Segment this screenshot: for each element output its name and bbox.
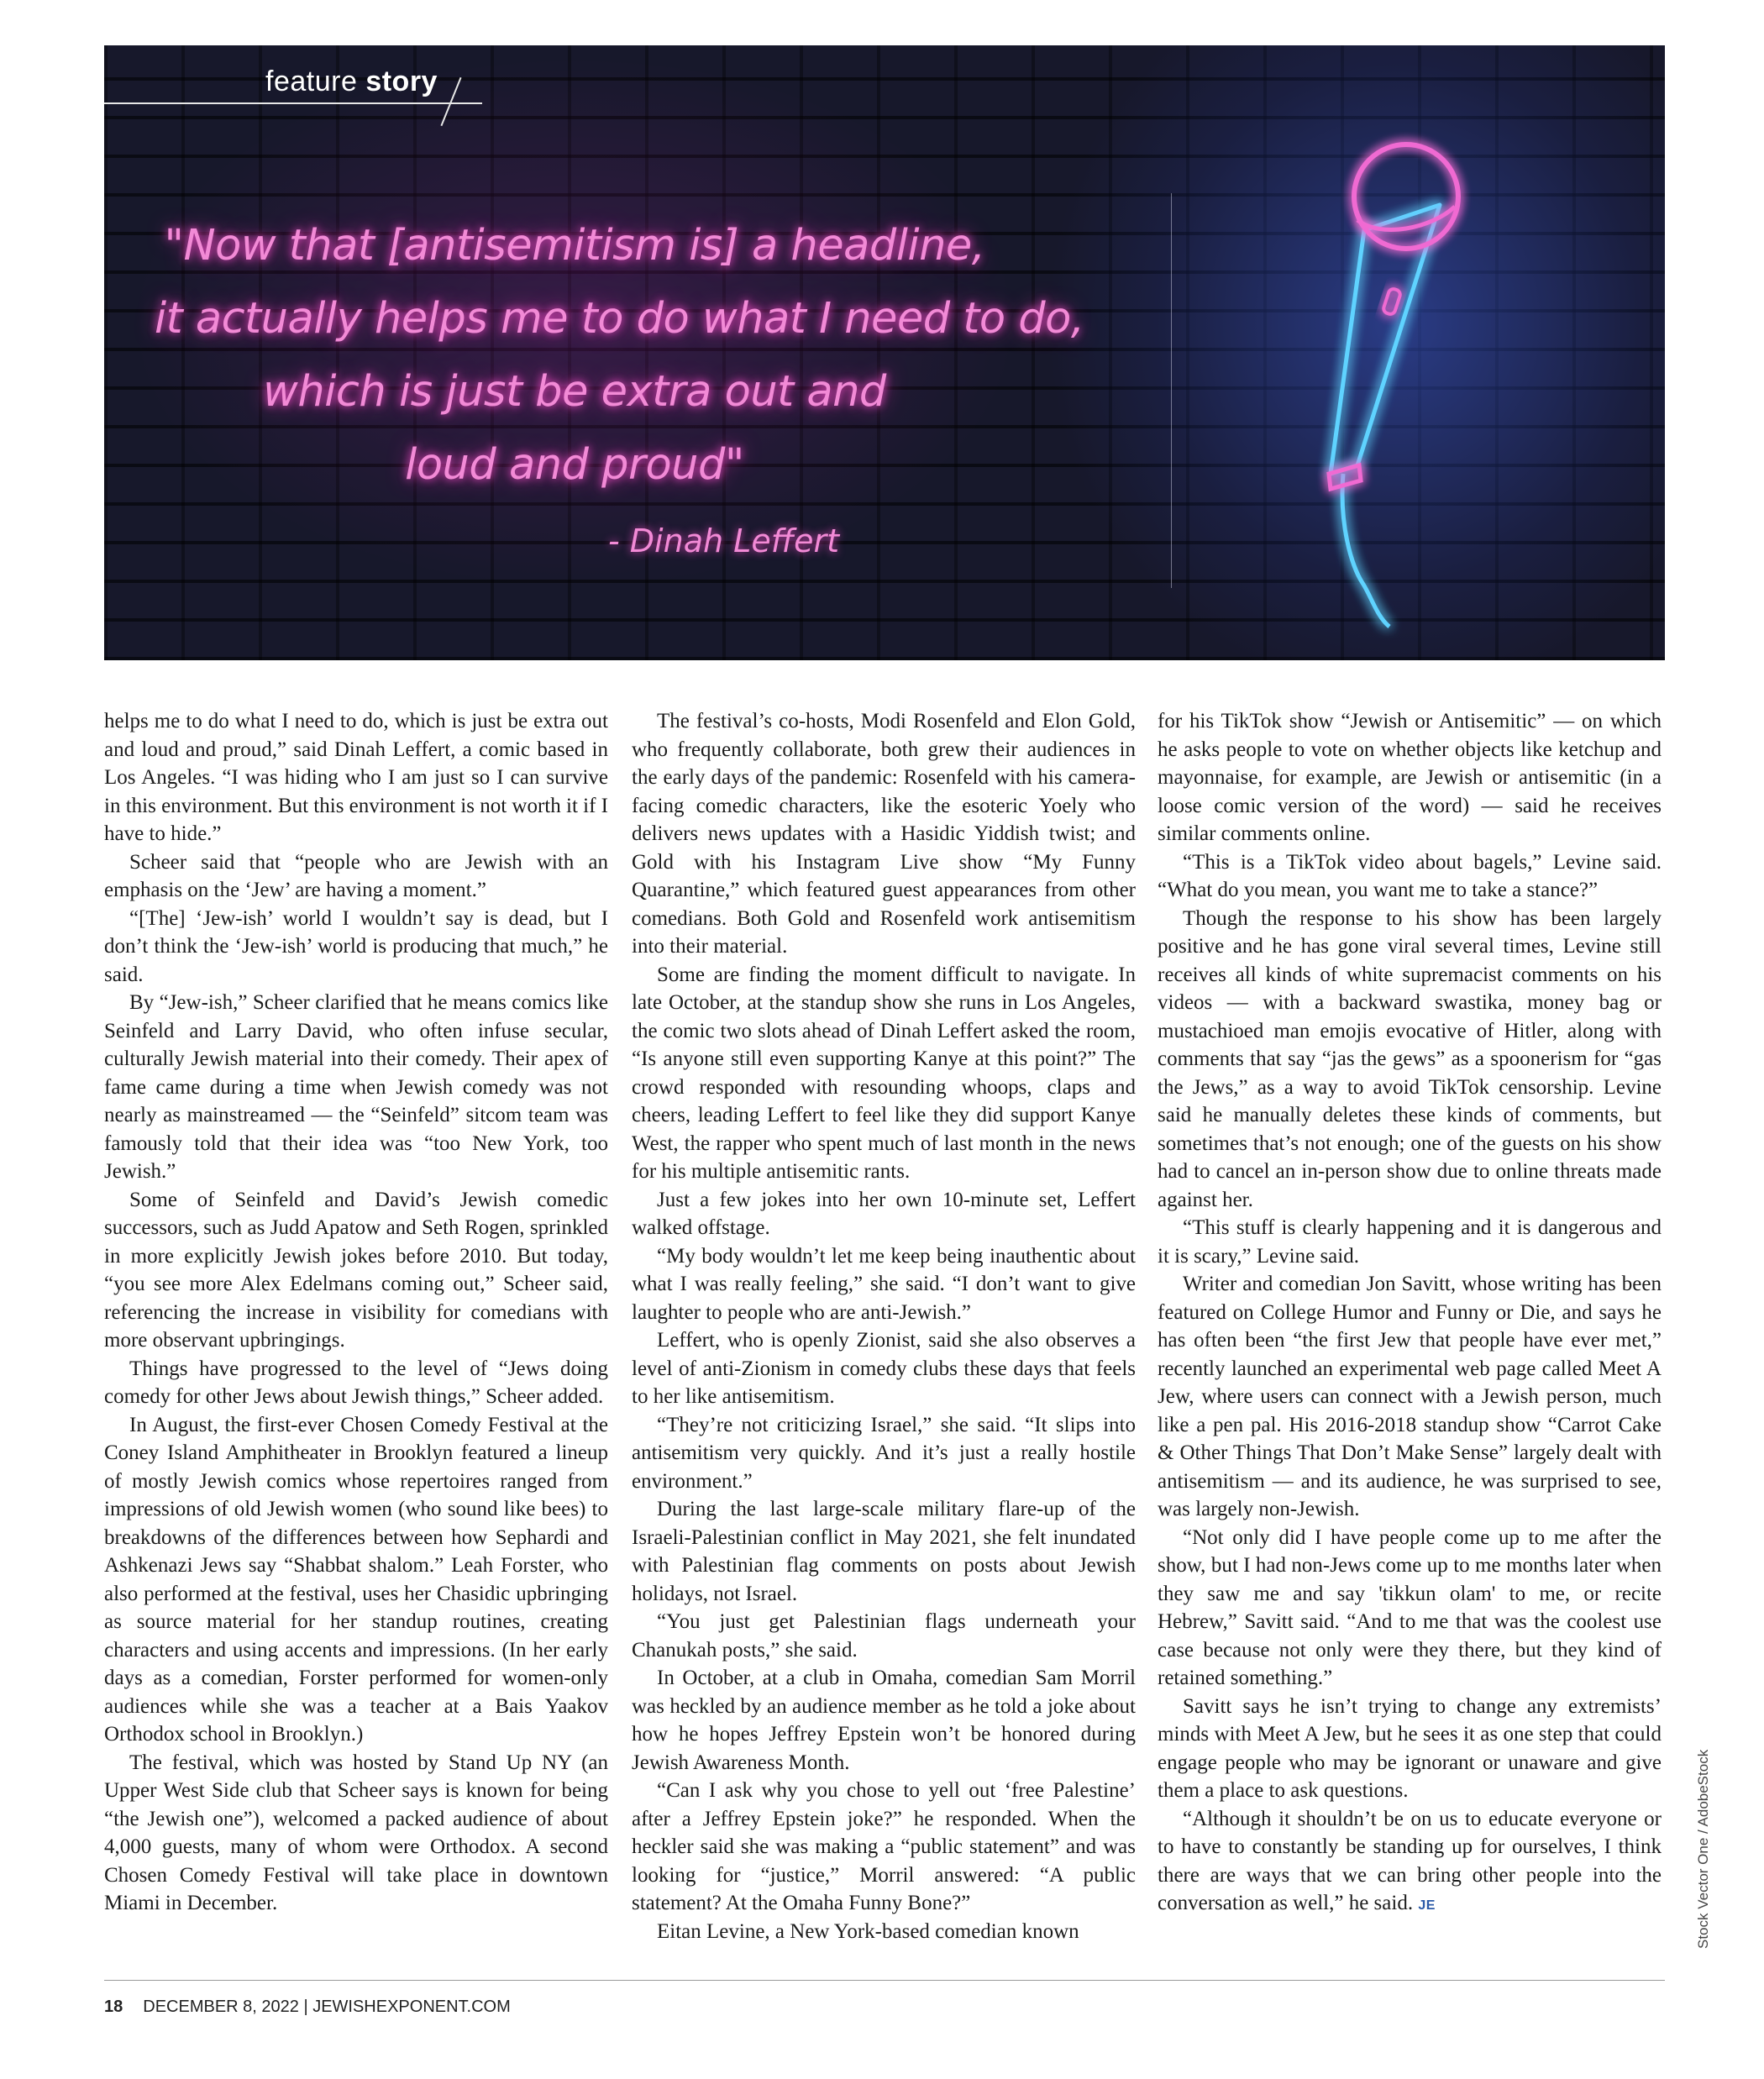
page-footer <box>104 1998 511 2017</box>
col2-paragraph: “You just get Palestinian flags underneath your Chanukah posts,” she said. <box>632 1610 1136 1662</box>
col3-paragraph: Savitt says he isn’t trying to change any extremists’ minds with Meet A Jew, but he sees it as one step that could engage people who may be ignorant or unaware and give them a place to ask questions. <box>1158 1694 1662 1802</box>
col1-paragraph: In August, the first-ever Chosen Comedy Festival at the Coney Island Amphitheater in Brooklyn featured a lineup of mostly Jewish comics whose repertoires ranged from impressions of old Jewish women (who sound like bees) to breakdowns of the differences between how Sephardi and Ashkenazi Jews say “Shabbat shalom.” Leah Forster, who also performed at the festival, uses her Chasidic upbringing as source material for her standup routines, creating characters and using accents and impressions. (In her early days as a comedian, Forster performed for women-only audiences while she was a teacher at a Bais Yaakov Orthodox school in Brooklyn.) <box>104 1413 608 1746</box>
kicker-slash <box>440 77 461 126</box>
col1-paragraph: The festival, which was hosted by Stand Up NY (an Upper West Side club that Scheer says is known for being “the Jewish one”), welcomed a packed audience of about 4,000 guests, many of whom were Orthodox. A second Chosen Comedy Festival will take place in downtown Miami in December. <box>104 1751 608 1914</box>
col2-paragraph: “Can I ask why you chose to yell out ‘free Palestine’ after a Jeffrey Epstein joke?” he responded. When the heckler said she was making a “public statement” and was looking for “justice,” Morril answered: “A public statement? At the Omaha Funny Bone?” <box>632 1779 1136 1914</box>
kicker-bold: story <box>365 66 438 97</box>
col2-paragraph: During the last large-scale military flare-up of the Israeli-Palestinian conflict in May 2021, she felt inundated with Palestinian flag comments on posts about Jewish holidays, not Israel. <box>632 1498 1136 1605</box>
col2-paragraph: Some are finding the moment difficult to navigate. In late October, at the standup show she runs in Los Angeles, the comic two slots ahead of Dinah Leffert asked the room, “Is anyone still even supporting Kanye at this point?” The crowd responded with resounding whoops, claps and cheers, leading Leffert to feel like they did support Kanye West, the rapper who spent much of last month in the news for his multiple antisemitic rants. <box>632 963 1136 1183</box>
quote-line-4: loud and proud" <box>405 440 744 490</box>
footer-rule <box>104 1980 1665 1981</box>
article-column-1 <box>104 707 608 1918</box>
col2-paragraph: Leffert, who is openly Zionist, said she also observes a level of anti-Zionism in comedy clubs these days that feels to her like antisemitism. <box>632 1329 1136 1408</box>
col1-paragraph: “[The] ‘Jew-ish’ world I wouldn’t say is dead, but I don’t think the ‘Jew-ish’ world is producing that much,” he said. <box>104 906 608 986</box>
col1-paragraph: By “Jew-ish,” Scheer clarified that he means comics like Seinfeld and Larry David, who often infuse secular, culturally Jewish material into their comedy. Their apex of fame came during a time when Jewish comedy was not nearly as mainstreamed — the “Seinfeld” sitcom team was famously told that their idea was “too New York, too Jewish.” <box>104 991 608 1183</box>
quote-line-3: which is just be extra out and <box>263 367 886 417</box>
col3-paragraph: for his TikTok show “Jewish or Antisemitic” — on which he asks people to vote on whether objects like ketchup and mayonnaise, for example, are Jewish or antisemitic (in a loose comic version of the word) — said he receives similar comments online. <box>1158 710 1662 845</box>
col1-paragraph: helps me to do what I need to do, which is just be extra out and loud and proud,” said Dinah Leffert, a comic based in Los Angeles. “I was hiding who I am just so I can survive in this environment. But this environment is not worth it if I have to hide.” <box>104 710 608 845</box>
neon-microphone-icon <box>1263 113 1515 650</box>
kicker-rule <box>104 102 482 104</box>
hero-banner <box>104 45 1665 660</box>
article-column-3 <box>1158 707 1662 1920</box>
kicker-light: feature <box>265 66 358 97</box>
section-kicker <box>265 66 438 98</box>
col3-paragraph: “Not only did I have people come up to me after the show, but I had non-Jews come up to me months later when they saw me and say 'tikkun olam' to me, or recite Hebrew,” Savitt said. “And to me that was the coolest use case because not only were they there, but they kind of retained something.” <box>1158 1525 1662 1689</box>
article-column-2 <box>632 707 1136 1945</box>
col2-paragraph: Just a few jokes into her own 10-minute set, Leffert walked offstage. <box>632 1188 1136 1239</box>
page-number: 18 <box>104 1998 123 2016</box>
signoff-mark: JE <box>1418 1898 1436 1913</box>
quote-line-2: it actually helps me to do what I need to do, <box>155 294 1084 344</box>
col2-paragraph: In October, at a club in Omaha, comedian Sam Morril was heckled by an audience member as he told a joke about how he hopes Jeffrey Epstein won’t be honored during Jewish Awareness Month. <box>632 1667 1136 1774</box>
col3-paragraph: “This stuff is clearly happening and it is dangerous and it is scary,” Levine said. <box>1158 1216 1662 1268</box>
col3-last-text: “Although it shouldn’t be on us to educate everyone or to have to constantly be standing up for ourselves, I think there are ways that we can bring other people into the conversation as well,” he said. <box>1158 1807 1662 1914</box>
col2-paragraph: Eitan Levine, a New York-based comedian known <box>657 1919 1079 1943</box>
col2-paragraph: “They’re not criticizing Israel,” she said. “It slips into antisemitism very quickly. And it’s just a really hostile environment.” <box>632 1413 1136 1493</box>
col3-paragraph <box>1158 1805 1662 1920</box>
col2-paragraph: “My body wouldn’t let me keep being inauthentic about what I was really feeling,” she said. “I don’t want to give laughter to people who are anti-Jewish.” <box>632 1244 1136 1324</box>
col3-paragraph: Writer and comedian Jon Savitt, whose writing has been featured on College Humor and Funny or Die, and says he has often been “the first Jew that people have ever met,” recently launched an experimental web page called Meet A Jew, where users can connect with a Jewish person, much like a pen pal. His 2016-2018 standup show “Carrot Cake & Other Things That Don’t Make Sense” largely dealt with antisemitism — and its audience, he was surprised to see, was largely non-Jewish. <box>1158 1273 1662 1520</box>
col1-paragraph: Some of Seinfeld and David’s Jewish comedic successors, such as Judd Apatow and Seth Rogen, sprinkled in more explicitly Jewish jokes before 2010. But today, “you see more Alex Edelmans coming out,” Scheer said, referencing the increase in visibility for comedians with more observant upbringings. <box>104 1188 608 1352</box>
hero-divider <box>1171 193 1172 588</box>
quote-line-1: "Now that [antisemitism is] a headline, <box>164 221 985 270</box>
col1-paragraph: Scheer said that “people who are Jewish with an emphasis on the ‘Jew’ are having a moment.” <box>104 850 608 901</box>
quote-attribution: - Dinah Leffert <box>608 522 840 559</box>
col3-paragraph: “This is a TikTok video about bagels,” Levine said. “What do you mean, you want me to take a stance?” <box>1158 850 1662 901</box>
pull-quote <box>155 209 1084 501</box>
footer-text: DECEMBER 8, 2022 | JEWISHEXPONENT.COM <box>143 1998 511 2016</box>
col1-paragraph: Things have progressed to the level of “Jews doing comedy for other Jews about Jewish things,” Scheer added. <box>104 1357 608 1408</box>
col2-paragraph: The festival’s co-hosts, Modi Rosenfeld and Elon Gold, who frequently collaborate, both grew their audiences in the early days of the pandemic: Rosenfeld with his camera-facing comedic characters, like the esoteric Yoely who delivers news updates with a Hasidic Yiddish twist; and Gold with his Instagram Live show “My Funny Quarantine,” which featured guest appearances from other comedians. Both Gold and Rosenfeld work antisemitism into their material. <box>632 710 1136 958</box>
photo-credit: Stock Vector One / AdobeStock <box>1695 1749 1711 1949</box>
col3-paragraph: Though the response to his show has been largely positive and he has gone viral several times, Levine still receives all kinds of white supremacist comments on his videos — with a backward swastika, money bag or mustachioed man emojis evocative of Hitler, along with comments that say “jas the gews” as a spoonerism for “gas the Jews,” as a way to avoid TikTok censorship. Levine said he manually deletes these kinds of comments, but sometimes that’s not enough; one of the guests on his show had to cancel an in-person show due to online threats made against her. <box>1158 906 1662 1211</box>
